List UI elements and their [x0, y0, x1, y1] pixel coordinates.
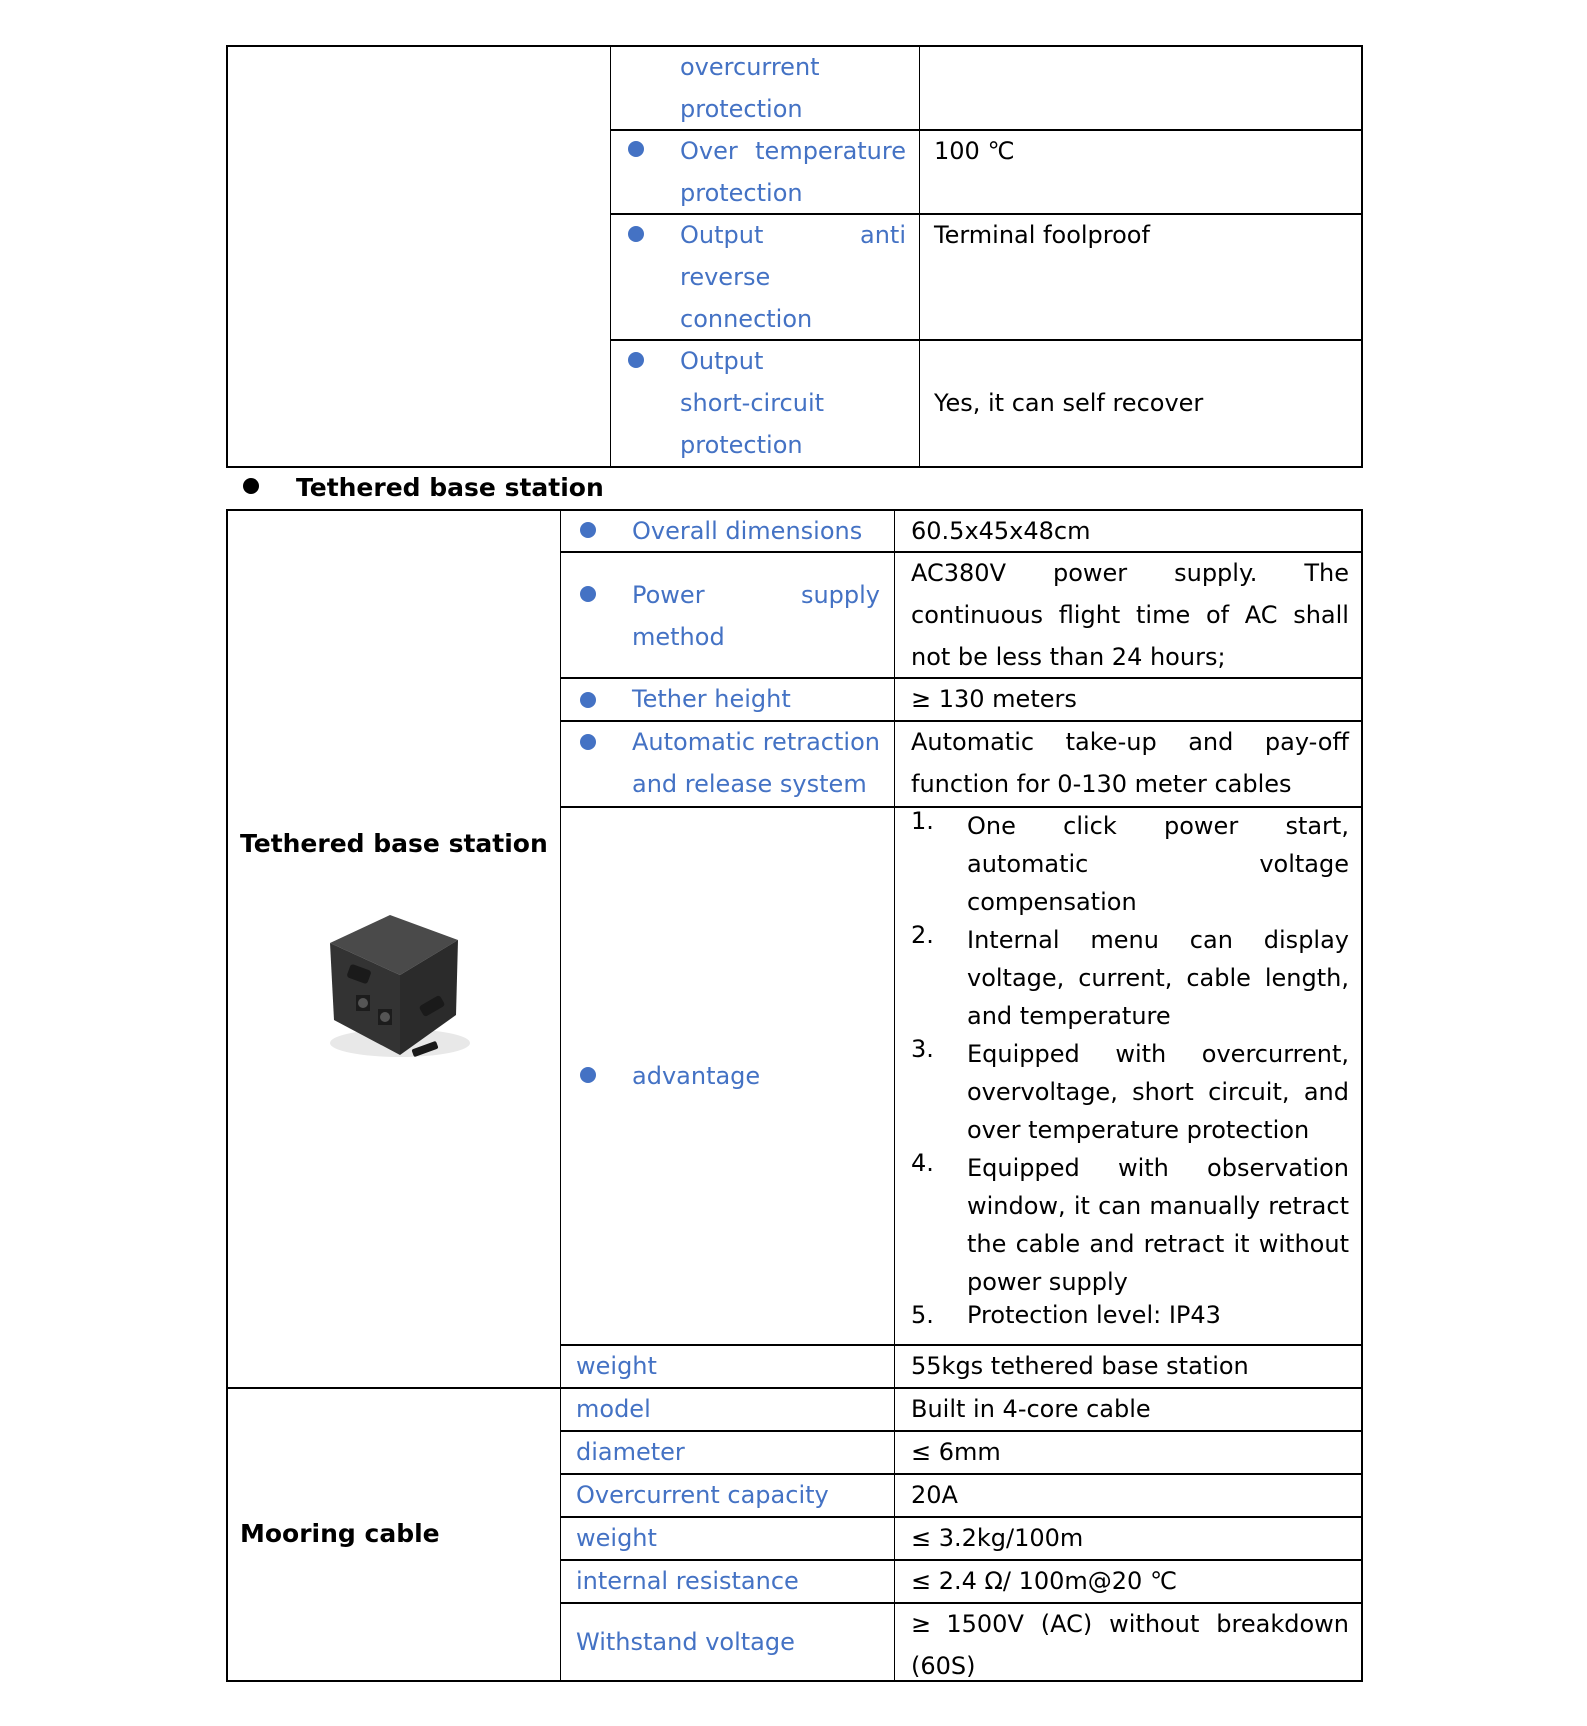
- label-advantage: advantage: [632, 1062, 761, 1090]
- table1-divider-2: [919, 45, 920, 468]
- list-item: 2. Internal menu can display voltage, current, cable length, and temperature: [911, 921, 1349, 1030]
- label-model: model: [576, 1395, 651, 1423]
- label-line: Output: [680, 347, 764, 375]
- bullet-icon: [580, 522, 596, 538]
- label-line: short-circuit: [680, 389, 825, 417]
- label-diameter: diameter: [576, 1438, 685, 1466]
- table1-divider-1: [610, 45, 611, 468]
- value-power-supply-method: AC380V power supply. The continuous flight time of AC shall not be less than 24 hours;: [911, 559, 1349, 671]
- value-automatic-retraction: Automatic take-up and pay-off function for 0-130 meter cables: [911, 728, 1349, 798]
- table2-divider-1: [560, 509, 561, 1682]
- label-automatic-retraction: Automatic retraction and release system: [632, 728, 880, 798]
- label-line: protection: [680, 431, 803, 459]
- label-withstand-voltage: Withstand voltage: [576, 1628, 795, 1656]
- bullet-icon: [628, 352, 644, 368]
- list-item: 5. Protection level: IP43: [911, 1301, 1221, 1329]
- advantage-list: [911, 807, 1349, 1329]
- table1-value-output-short-circuit: Yes, it can self recover: [934, 389, 1204, 417]
- group-title-tethered-base-station: Tethered base station: [240, 829, 548, 858]
- bullet-icon: [580, 586, 596, 602]
- label-line: Output anti: [680, 221, 906, 249]
- label-tether-height: Tether height: [632, 685, 791, 713]
- value-model: Built in 4-core cable: [911, 1395, 1151, 1423]
- table1-label-over-temperature: [680, 130, 906, 214]
- bullet-icon: [628, 226, 644, 242]
- value-weight-base-station: 55kgs tethered base station: [911, 1352, 1249, 1380]
- label-line: connection: [680, 305, 813, 333]
- section-bullet-icon: [243, 478, 259, 494]
- table1-label-output-short-circuit: [680, 340, 906, 466]
- value-overcurrent-capacity: 20A: [911, 1481, 958, 1509]
- tethered-base-station-image: [320, 905, 470, 1065]
- label-overall-dimensions: Overall dimensions: [632, 517, 863, 545]
- label-line: protection: [680, 95, 803, 123]
- bullet-icon: [580, 1067, 596, 1083]
- label-line: reverse: [680, 263, 771, 291]
- bullet-icon: [628, 141, 644, 157]
- label-power-supply-method: Power supply method: [632, 581, 880, 651]
- list-item: 1. One click power start, automatic voltage compensation: [911, 807, 1349, 916]
- list-item: 3. Equipped with overcurrent, overvoltage, short circuit, and over temperature protection: [911, 1035, 1349, 1144]
- label-line: protection: [680, 179, 803, 207]
- label-line: overcurrent: [680, 53, 820, 81]
- bullet-icon: [580, 734, 596, 750]
- table1-value-output-anti-reverse: Terminal foolproof: [934, 221, 1150, 249]
- value-overall-dimensions: 60.5x45x48cm: [911, 517, 1091, 545]
- label-internal-resistance: internal resistance: [576, 1567, 799, 1595]
- label-line: Over temperature: [680, 137, 906, 165]
- table2-divider-2: [894, 509, 895, 1682]
- bullet-icon: [580, 692, 596, 708]
- value-withstand-voltage: ≥ 1500V (AC) without breakdown (60S): [911, 1610, 1349, 1680]
- list-item: 4. Equipped with observation window, it can manually retract the cable and retract it without power supply: [911, 1149, 1349, 1296]
- table1-label-overcurrent: [680, 46, 910, 130]
- label-weight-base-station: weight: [576, 1352, 657, 1380]
- value-tether-height: ≥ 130 meters: [911, 685, 1077, 713]
- table2-group-line: [226, 1387, 1363, 1389]
- section-heading: Tethered base station: [296, 473, 604, 502]
- value-internal-resistance: ≤ 2.4 Ω/ 100m@20 ℃: [911, 1567, 1177, 1595]
- label-weight-cable: weight: [576, 1524, 657, 1552]
- label-overcurrent-capacity: Overcurrent capacity: [576, 1481, 829, 1509]
- table1-value-over-temperature: 100 ℃: [934, 137, 1015, 165]
- group-title-mooring-cable: Mooring cable: [240, 1519, 440, 1548]
- device-box-icon: [320, 905, 470, 1065]
- value-weight-cable: ≤ 3.2kg/100m: [911, 1524, 1084, 1552]
- value-diameter: ≤ 6mm: [911, 1438, 1001, 1466]
- table1-label-output-anti-reverse: [680, 214, 906, 340]
